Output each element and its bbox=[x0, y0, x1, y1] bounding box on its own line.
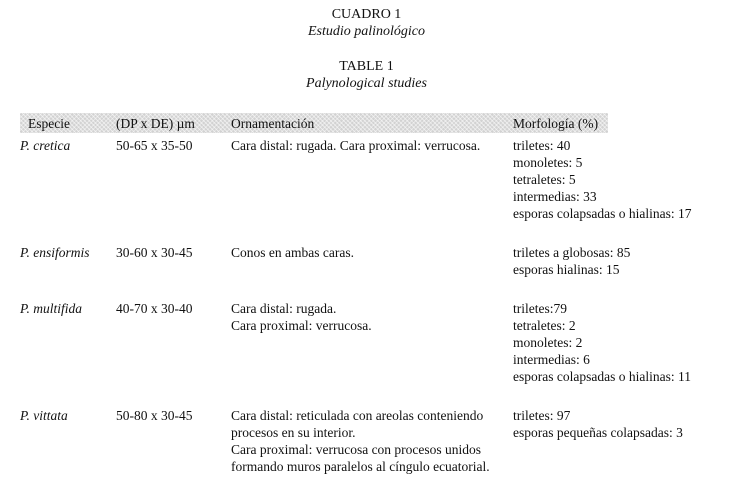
ornamentacion-line: Cara distal: rugada. Cara proximal: verrucosa. bbox=[231, 138, 481, 153]
morfologia-line: monoletes: 5 bbox=[513, 155, 583, 170]
morfologia-line: esporas colapsadas o hialinas: 17 bbox=[513, 206, 692, 221]
ornamentacion-line: Cara proximal: verrucosa con procesos unidos bbox=[231, 442, 482, 457]
header-dimensions: (DP x DE) µm bbox=[116, 116, 195, 131]
row-dimensions: 40-70 x 30-40 bbox=[116, 301, 193, 316]
table-title: Palynological studies bbox=[306, 76, 427, 91]
row-especie: P. cretica bbox=[20, 138, 71, 153]
row-morfologia bbox=[513, 300, 691, 385]
row-dimensions: 30-60 x 30-45 bbox=[116, 245, 193, 260]
ornamentacion-line: formando muros paralelos al cíngulo ecuatorial. bbox=[231, 459, 490, 474]
morfologia-line: intermedias: 33 bbox=[513, 189, 597, 204]
table-label: TABLE 1 bbox=[339, 59, 394, 74]
morfologia-line: tetraletes: 5 bbox=[513, 172, 576, 187]
row-morfologia bbox=[513, 407, 683, 441]
morfologia-line: esporas colapsadas o hialinas: 11 bbox=[513, 369, 691, 384]
ornamentacion-line: Cara distal: reticulada con areolas conteniendo bbox=[231, 408, 484, 423]
header-morfologia: Morfología (%) bbox=[513, 116, 599, 131]
ornamentacion-line: procesos en su interior. bbox=[231, 425, 356, 440]
header-ornamentacion: Ornamentación bbox=[231, 116, 315, 131]
row-ornamentacion bbox=[231, 137, 480, 154]
cuadro-label: CUADRO 1 bbox=[331, 7, 402, 22]
row-morfologia bbox=[513, 244, 630, 278]
ornamentacion-line: Cara proximal: verrucosa. bbox=[231, 318, 372, 333]
morfologia-line: triletes: 40 bbox=[513, 138, 571, 153]
row-ornamentacion bbox=[231, 244, 354, 261]
morfologia-line: esporas hialinas: 15 bbox=[513, 262, 620, 277]
ornamentacion-line: Conos en ambas caras. bbox=[231, 245, 354, 260]
ornamentacion-line: Cara distal: rugada. bbox=[231, 301, 337, 316]
morfologia-line: triletes:79 bbox=[513, 301, 567, 316]
morfologia-line: monoletes: 2 bbox=[513, 335, 583, 350]
morfologia-line: triletes a globosas: 85 bbox=[513, 245, 631, 260]
morfologia-line: tetraletes: 2 bbox=[513, 318, 576, 333]
row-morfologia bbox=[513, 137, 691, 222]
row-ornamentacion bbox=[231, 300, 372, 334]
morfologia-line: triletes: 97 bbox=[513, 408, 571, 423]
row-ornamentacion bbox=[231, 407, 490, 475]
cuadro-title: Estudio palinológico bbox=[307, 24, 426, 39]
row-dimensions: 50-80 x 30-45 bbox=[116, 408, 193, 423]
row-dimensions: 50-65 x 35-50 bbox=[116, 138, 193, 153]
header-especie: Especie bbox=[28, 116, 70, 131]
row-especie: P. ensiformis bbox=[20, 245, 90, 260]
row-especie: P. multifida bbox=[20, 301, 83, 316]
morfologia-line: intermedias: 6 bbox=[513, 352, 590, 367]
morfologia-line: esporas pequeñas colapsadas: 3 bbox=[513, 425, 683, 440]
row-especie: P. vittata bbox=[20, 408, 68, 423]
